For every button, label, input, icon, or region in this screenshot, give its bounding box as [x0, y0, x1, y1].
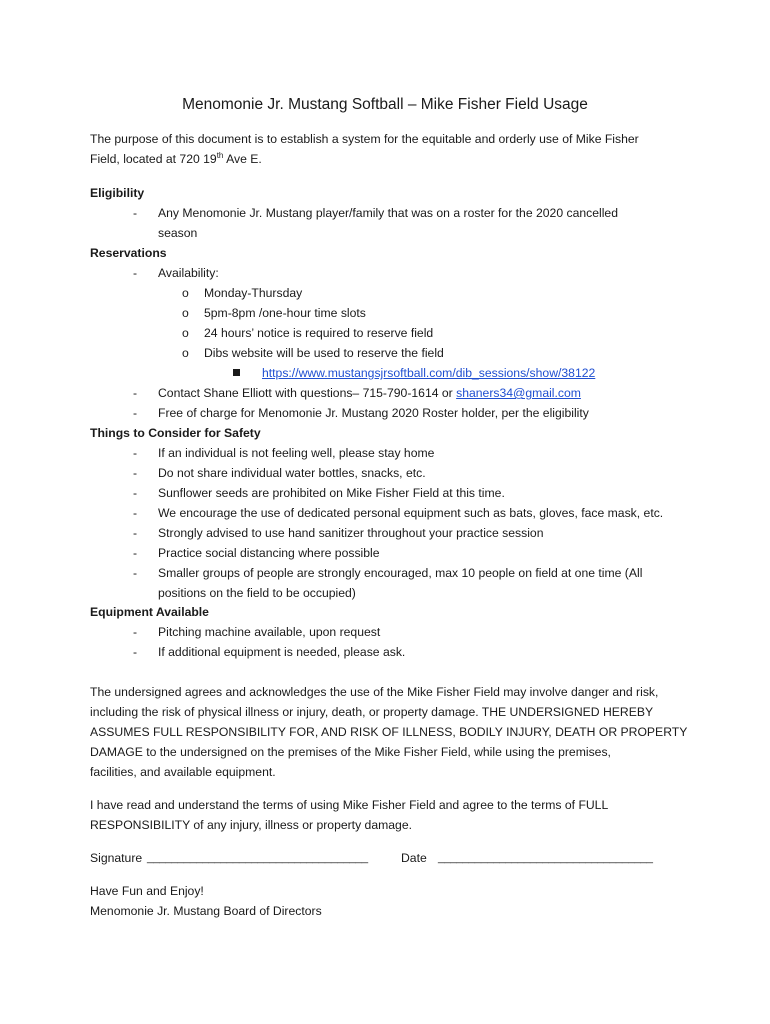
waiver-paragraph	[90, 682, 690, 782]
equipment-heading: Equipment Available	[90, 605, 209, 619]
closing-signature: Menomonie Jr. Mustang Board of Directors	[90, 904, 322, 918]
safety-item: Smaller groups of people are strongly encouraged, max 10 people on field at one time (All	[158, 566, 643, 580]
circle-bullet: o	[182, 286, 189, 300]
availability-item: Monday-Thursday	[204, 286, 303, 300]
acknowledge-paragraph	[90, 795, 690, 835]
equipment-item: Pitching machine available, upon request	[158, 625, 381, 639]
safety-item: Sunflower seeds are prohibited on Mike Fisher Field at this time.	[158, 486, 505, 500]
eligibility-heading: Eligibility	[90, 186, 145, 200]
eligibility-item-cont: season	[158, 226, 198, 240]
acknowledge-line: RESPONSIBILITY of any injury, illness or property damage.	[90, 818, 412, 832]
safety-item: If an individual is not feeling well, please stay home	[158, 446, 435, 460]
safety-item: Practice social distancing where possible	[158, 546, 380, 560]
waiver-line: The undersigned agrees and acknowledges the use of the Mike Fisher Field may involve danger and risk,	[90, 685, 659, 699]
dash-bullet: -	[133, 206, 138, 220]
circle-bullet: o	[182, 306, 189, 320]
contact-item	[158, 383, 581, 403]
acknowledge-line: I have read and understand the terms of using Mike Fisher Field and agree to the terms of FULL	[90, 798, 609, 812]
dibs-link[interactable]: https://www.mustangsjrsoftball.com/dib_sessions/show/38122	[262, 366, 596, 380]
availability-item: 5pm-8pm /one-hour time slots	[204, 306, 366, 320]
safety-item: We encourage the use of dedicated personal equipment such as bats, gloves, face mask, etc.	[158, 506, 664, 520]
purpose-line: The purpose of this document is to establish a system for the equitable and orderly use of Mike Fisher	[90, 132, 639, 146]
dash-bullet: -	[133, 386, 138, 400]
closing-line: Have Fun and Enjoy!	[90, 884, 204, 898]
dash-bullet: -	[133, 446, 138, 460]
contact-email-link[interactable]: shaners34@gmail.com	[456, 386, 581, 400]
date-field[interactable]: ___________________________________	[438, 852, 653, 864]
safety-item-cont: positions on the field to be occupied)	[158, 586, 356, 600]
purpose-paragraph	[90, 129, 690, 169]
eligibility-item: Any Menomonie Jr. Mustang player/family that was on a roster for the 2020 cancelled	[158, 206, 618, 220]
purpose-text: Field, located at 720 19	[90, 152, 217, 166]
signature-label: Signature	[90, 851, 143, 865]
dash-bullet: -	[133, 266, 138, 280]
dash-bullet: -	[133, 526, 138, 540]
waiver-line: including the risk of physical illness or injury, death, or property damage. THE UNDERSIGNED HEREBY	[90, 705, 654, 719]
free-of-charge-item: Free of charge for Menomonie Jr. Mustang 2020 Roster holder, per the eligibility	[158, 406, 589, 420]
safety-item: Strongly advised to use hand sanitizer throughout your practice session	[158, 526, 544, 540]
square-bullet-icon	[233, 369, 240, 376]
purpose-text: Ave E.	[223, 152, 262, 166]
purpose-line	[90, 149, 690, 169]
date-label: Date	[401, 851, 427, 865]
dash-bullet: -	[133, 486, 138, 500]
dash-bullet: -	[133, 406, 138, 420]
circle-bullet: o	[182, 346, 189, 360]
safety-heading: Things to Consider for Safety	[90, 426, 261, 440]
dash-bullet: -	[133, 566, 138, 580]
availability-item: Dibs website will be used to reserve the field	[204, 346, 444, 360]
dash-bullet: -	[133, 625, 138, 639]
waiver-line: DAMAGE to the undersigned on the premises of the Mike Fisher Field, while using the premises,	[90, 745, 611, 759]
availability-item: 24 hours’ notice is required to reserve field	[204, 326, 434, 340]
waiver-line: ASSUMES FULL RESPONSIBILITY FOR, AND RISK OF ILLNESS, BODILY INJURY, DEATH OR PROPERTY	[90, 725, 688, 739]
contact-text: Contact Shane Elliott with questions– 715-790-1614 or	[158, 386, 457, 400]
signature-field[interactable]: ____________________________________	[147, 852, 368, 864]
dash-bullet: -	[133, 645, 138, 659]
purpose-superscript: th	[216, 150, 224, 160]
waiver-line: facilities, and available equipment.	[90, 765, 276, 779]
availability-label: Availability:	[158, 266, 219, 280]
dash-bullet: -	[133, 506, 138, 520]
dash-bullet: -	[133, 546, 138, 560]
dash-bullet: -	[133, 466, 138, 480]
document-title: Menomonie Jr. Mustang Softball – Mike Fisher Field Usage	[182, 96, 588, 113]
safety-item: Do not share individual water bottles, snacks, etc.	[158, 466, 426, 480]
equipment-item: If additional equipment is needed, please ask.	[158, 645, 406, 659]
circle-bullet: o	[182, 326, 189, 340]
reservations-heading: Reservations	[90, 246, 167, 260]
